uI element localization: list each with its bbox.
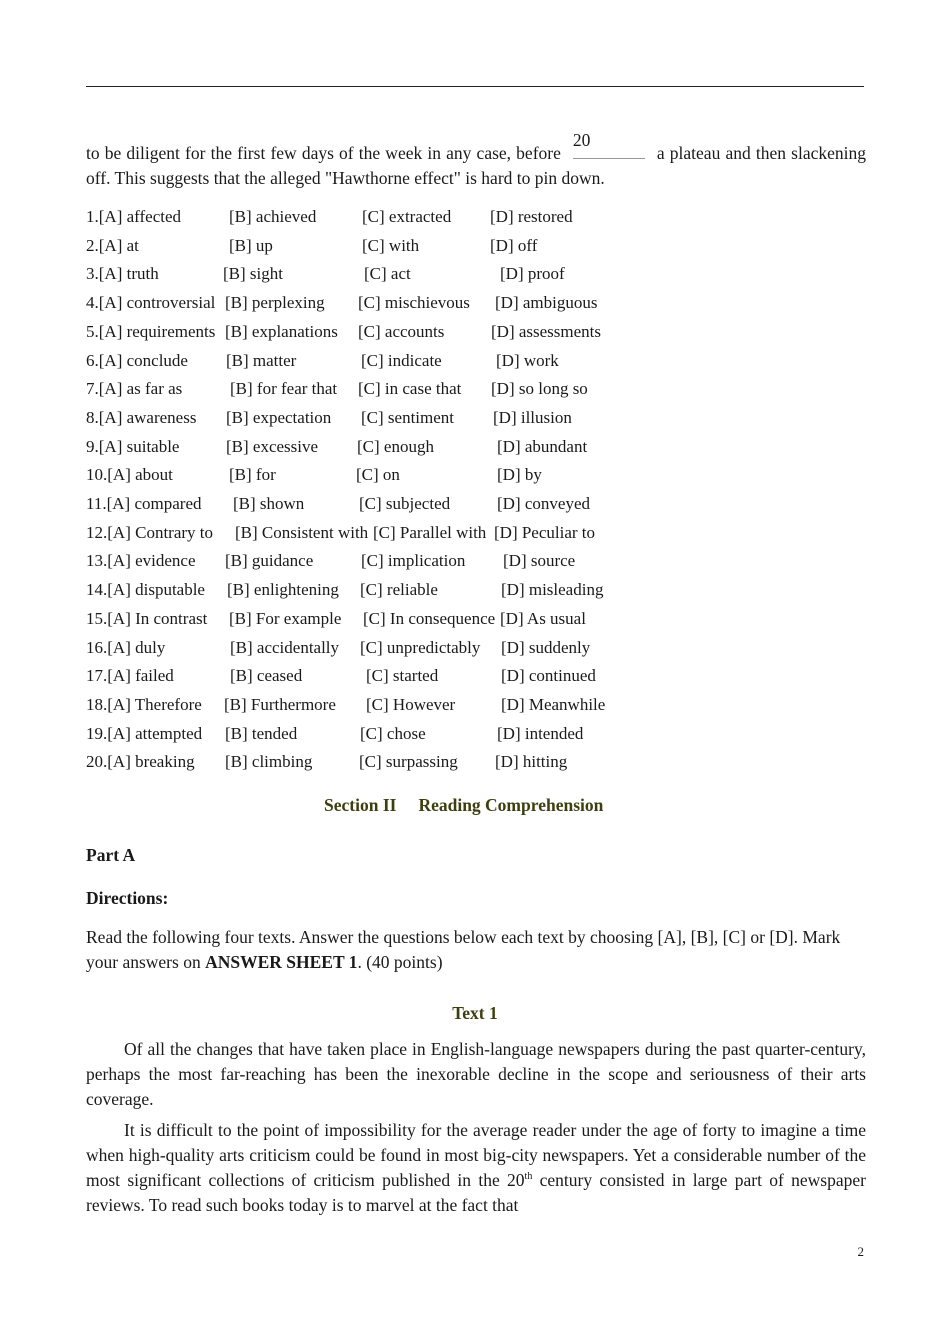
option-d: [D] hitting xyxy=(495,752,568,772)
superscript: th xyxy=(524,1171,533,1183)
option-d: [D] Peculiar to xyxy=(494,522,596,542)
text-title: Text 1 xyxy=(452,1003,498,1023)
option-b: [B] explanations xyxy=(225,321,338,341)
option-row xyxy=(86,351,646,371)
part-heading: Part A xyxy=(86,845,136,865)
option-row xyxy=(86,752,646,772)
section-number: Section II xyxy=(324,795,397,815)
option-a: 17.[A] failed xyxy=(86,666,174,686)
option-row xyxy=(86,609,646,629)
option-d: [D] by xyxy=(497,465,542,485)
option-c: [C] in case that xyxy=(358,379,462,399)
option-d: [D] assessments xyxy=(491,321,602,341)
option-row xyxy=(86,724,646,744)
option-d: [D] intended xyxy=(497,723,584,743)
option-c: [C] act xyxy=(364,264,411,284)
text1-paragraph-1: Of all the changes that have taken place in English-language newspapers during the past quarter-century, perhaps the most far-reaching has been the inexorable decline in the scope and seriousness of their arts coverage. xyxy=(86,1039,866,1109)
option-c: [C] chose xyxy=(360,723,426,743)
option-row xyxy=(86,580,646,600)
option-c: [C] sentiment xyxy=(361,407,455,427)
section-name: Reading Comprehension xyxy=(418,795,604,815)
blank-number: 20 xyxy=(572,130,591,150)
option-b: [B] ceased xyxy=(230,666,303,686)
option-a: 14.[A] disputable xyxy=(86,580,205,600)
option-a: 10.[A] about xyxy=(86,465,173,485)
option-a: 13.[A] evidence xyxy=(86,551,196,571)
option-c: [C] Parallel with xyxy=(373,522,487,542)
option-row xyxy=(86,322,646,342)
option-b: [B] For example xyxy=(229,608,342,628)
option-b: [B] Furthermore xyxy=(224,694,336,714)
option-d: [D] misleading xyxy=(501,580,604,600)
option-c: [C] indicate xyxy=(361,350,442,370)
option-b: [B] perplexing xyxy=(225,293,325,313)
directions-label: Directions: xyxy=(86,888,169,908)
option-d: [D] As usual xyxy=(500,608,586,628)
option-a: 7.[A] as far as xyxy=(86,379,183,399)
option-a: 4.[A] controversial xyxy=(86,293,216,313)
carryover-paragraph xyxy=(86,130,866,191)
option-b: [B] up xyxy=(229,235,273,255)
option-a: 2.[A] at xyxy=(86,235,139,255)
option-c: [C] accounts xyxy=(358,321,445,341)
option-c: [C] subjected xyxy=(359,494,451,513)
option-d: [D] off xyxy=(490,235,538,255)
option-c: [C] unpredictably xyxy=(360,637,481,657)
option-row xyxy=(86,379,646,399)
option-row xyxy=(86,638,646,658)
option-a: 5.[A] requirements xyxy=(86,321,216,341)
option-b: [B] for xyxy=(229,465,276,485)
option-row xyxy=(86,207,646,227)
option-c: [C] enough xyxy=(357,436,434,456)
carryover-text-after: a plateau and then slackening off. This suggests that the alleged "Hawthorne effect" is hard to pin down. xyxy=(86,143,866,188)
text1-paragraph-2: It is difficult to the point of impossibility for the average reader under the age of forty to imagine a time when high-quality arts criticism could be found in most big-city newspapers. Yet a considerable number of the most significant collections of criticism published in the 20th century consisted in large part of newspaper reviews. To read such books today is to marvel at the fact that xyxy=(86,1120,866,1215)
page-number: 2 xyxy=(857,1244,864,1259)
option-row xyxy=(86,551,646,571)
option-a: 1.[A] affected xyxy=(86,207,182,226)
option-d: [D] proof xyxy=(500,264,565,284)
option-b: [B] guidance xyxy=(225,551,314,571)
option-row xyxy=(86,293,646,313)
option-row xyxy=(86,236,646,256)
option-row xyxy=(86,523,646,543)
option-c: [C] started xyxy=(366,666,439,686)
option-c: [C] However xyxy=(366,694,456,714)
option-a: 19.[A] attempted xyxy=(86,723,203,743)
directions-text: Read the following four texts. Answer the questions below each text by choosing [A], [B], [C] or [D]. Mark your answers on ANSWER SHEET 1. (40 points) xyxy=(86,927,841,972)
option-a: 3.[A] truth xyxy=(86,264,159,284)
option-d: [D] source xyxy=(503,551,576,571)
option-b: [B] expectation xyxy=(226,407,332,427)
option-a: 6.[A] conclude xyxy=(86,350,188,370)
option-a: 12.[A] Contrary to xyxy=(86,522,214,542)
option-b: [B] accidentally xyxy=(230,637,340,657)
option-a: 8.[A] awareness xyxy=(86,407,197,427)
option-a: 20.[A] breaking xyxy=(86,752,195,772)
option-b: [B] achieved xyxy=(229,207,317,226)
option-d: [D] Meanwhile xyxy=(501,694,606,714)
option-a: 16.[A] duly xyxy=(86,637,166,657)
option-d: [D] continued xyxy=(501,666,596,686)
option-d: [D] suddenly xyxy=(501,637,591,657)
option-c: [C] surpassing xyxy=(359,752,458,772)
option-d: [D] abundant xyxy=(497,436,588,456)
option-row xyxy=(86,666,646,686)
option-d: [D] work xyxy=(496,350,559,370)
option-b: [B] Consistent with xyxy=(235,522,369,542)
option-b: [B] tended xyxy=(225,723,298,743)
option-row xyxy=(86,437,646,457)
option-c: [C] with xyxy=(362,235,420,255)
option-d: [D] illusion xyxy=(493,407,572,427)
option-b: [B] shown xyxy=(233,494,305,513)
option-c: [C] mischievous xyxy=(358,293,470,313)
option-row xyxy=(86,408,646,428)
option-c: [C] In consequence xyxy=(363,608,496,628)
option-d: [D] restored xyxy=(490,207,573,226)
header-rule xyxy=(86,86,864,87)
answer-sheet-label: ANSWER SHEET 1 xyxy=(205,952,358,972)
section-title xyxy=(324,795,603,816)
option-a: 11.[A] compared xyxy=(86,494,202,513)
option-row xyxy=(86,264,646,284)
option-b: [B] for fear that xyxy=(230,379,338,399)
option-b: [B] enlightening xyxy=(227,580,339,600)
option-row xyxy=(86,465,646,485)
answer-blank xyxy=(572,130,645,159)
carryover-text-before: to be diligent for the first few days of the week in any case, before xyxy=(86,143,561,163)
option-a: 9.[A] suitable xyxy=(86,436,180,456)
option-c: [C] implication xyxy=(361,551,466,571)
option-a: 15.[A] In contrast xyxy=(86,608,208,628)
option-b: [B] excessive xyxy=(226,436,319,456)
option-a: 18.[A] Therefore xyxy=(86,694,202,714)
option-d: [D] ambiguous xyxy=(495,293,598,313)
option-b: [B] sight xyxy=(223,264,283,284)
option-c: [C] extracted xyxy=(362,207,452,226)
option-d: [D] so long so xyxy=(491,379,588,399)
option-row xyxy=(86,695,646,715)
option-c: [C] on xyxy=(356,465,400,485)
option-c: [C] reliable xyxy=(360,580,438,600)
option-d: [D] conveyed xyxy=(497,494,590,513)
option-row xyxy=(86,494,646,514)
option-b: [B] climbing xyxy=(225,752,313,772)
option-b: [B] matter xyxy=(226,350,297,370)
